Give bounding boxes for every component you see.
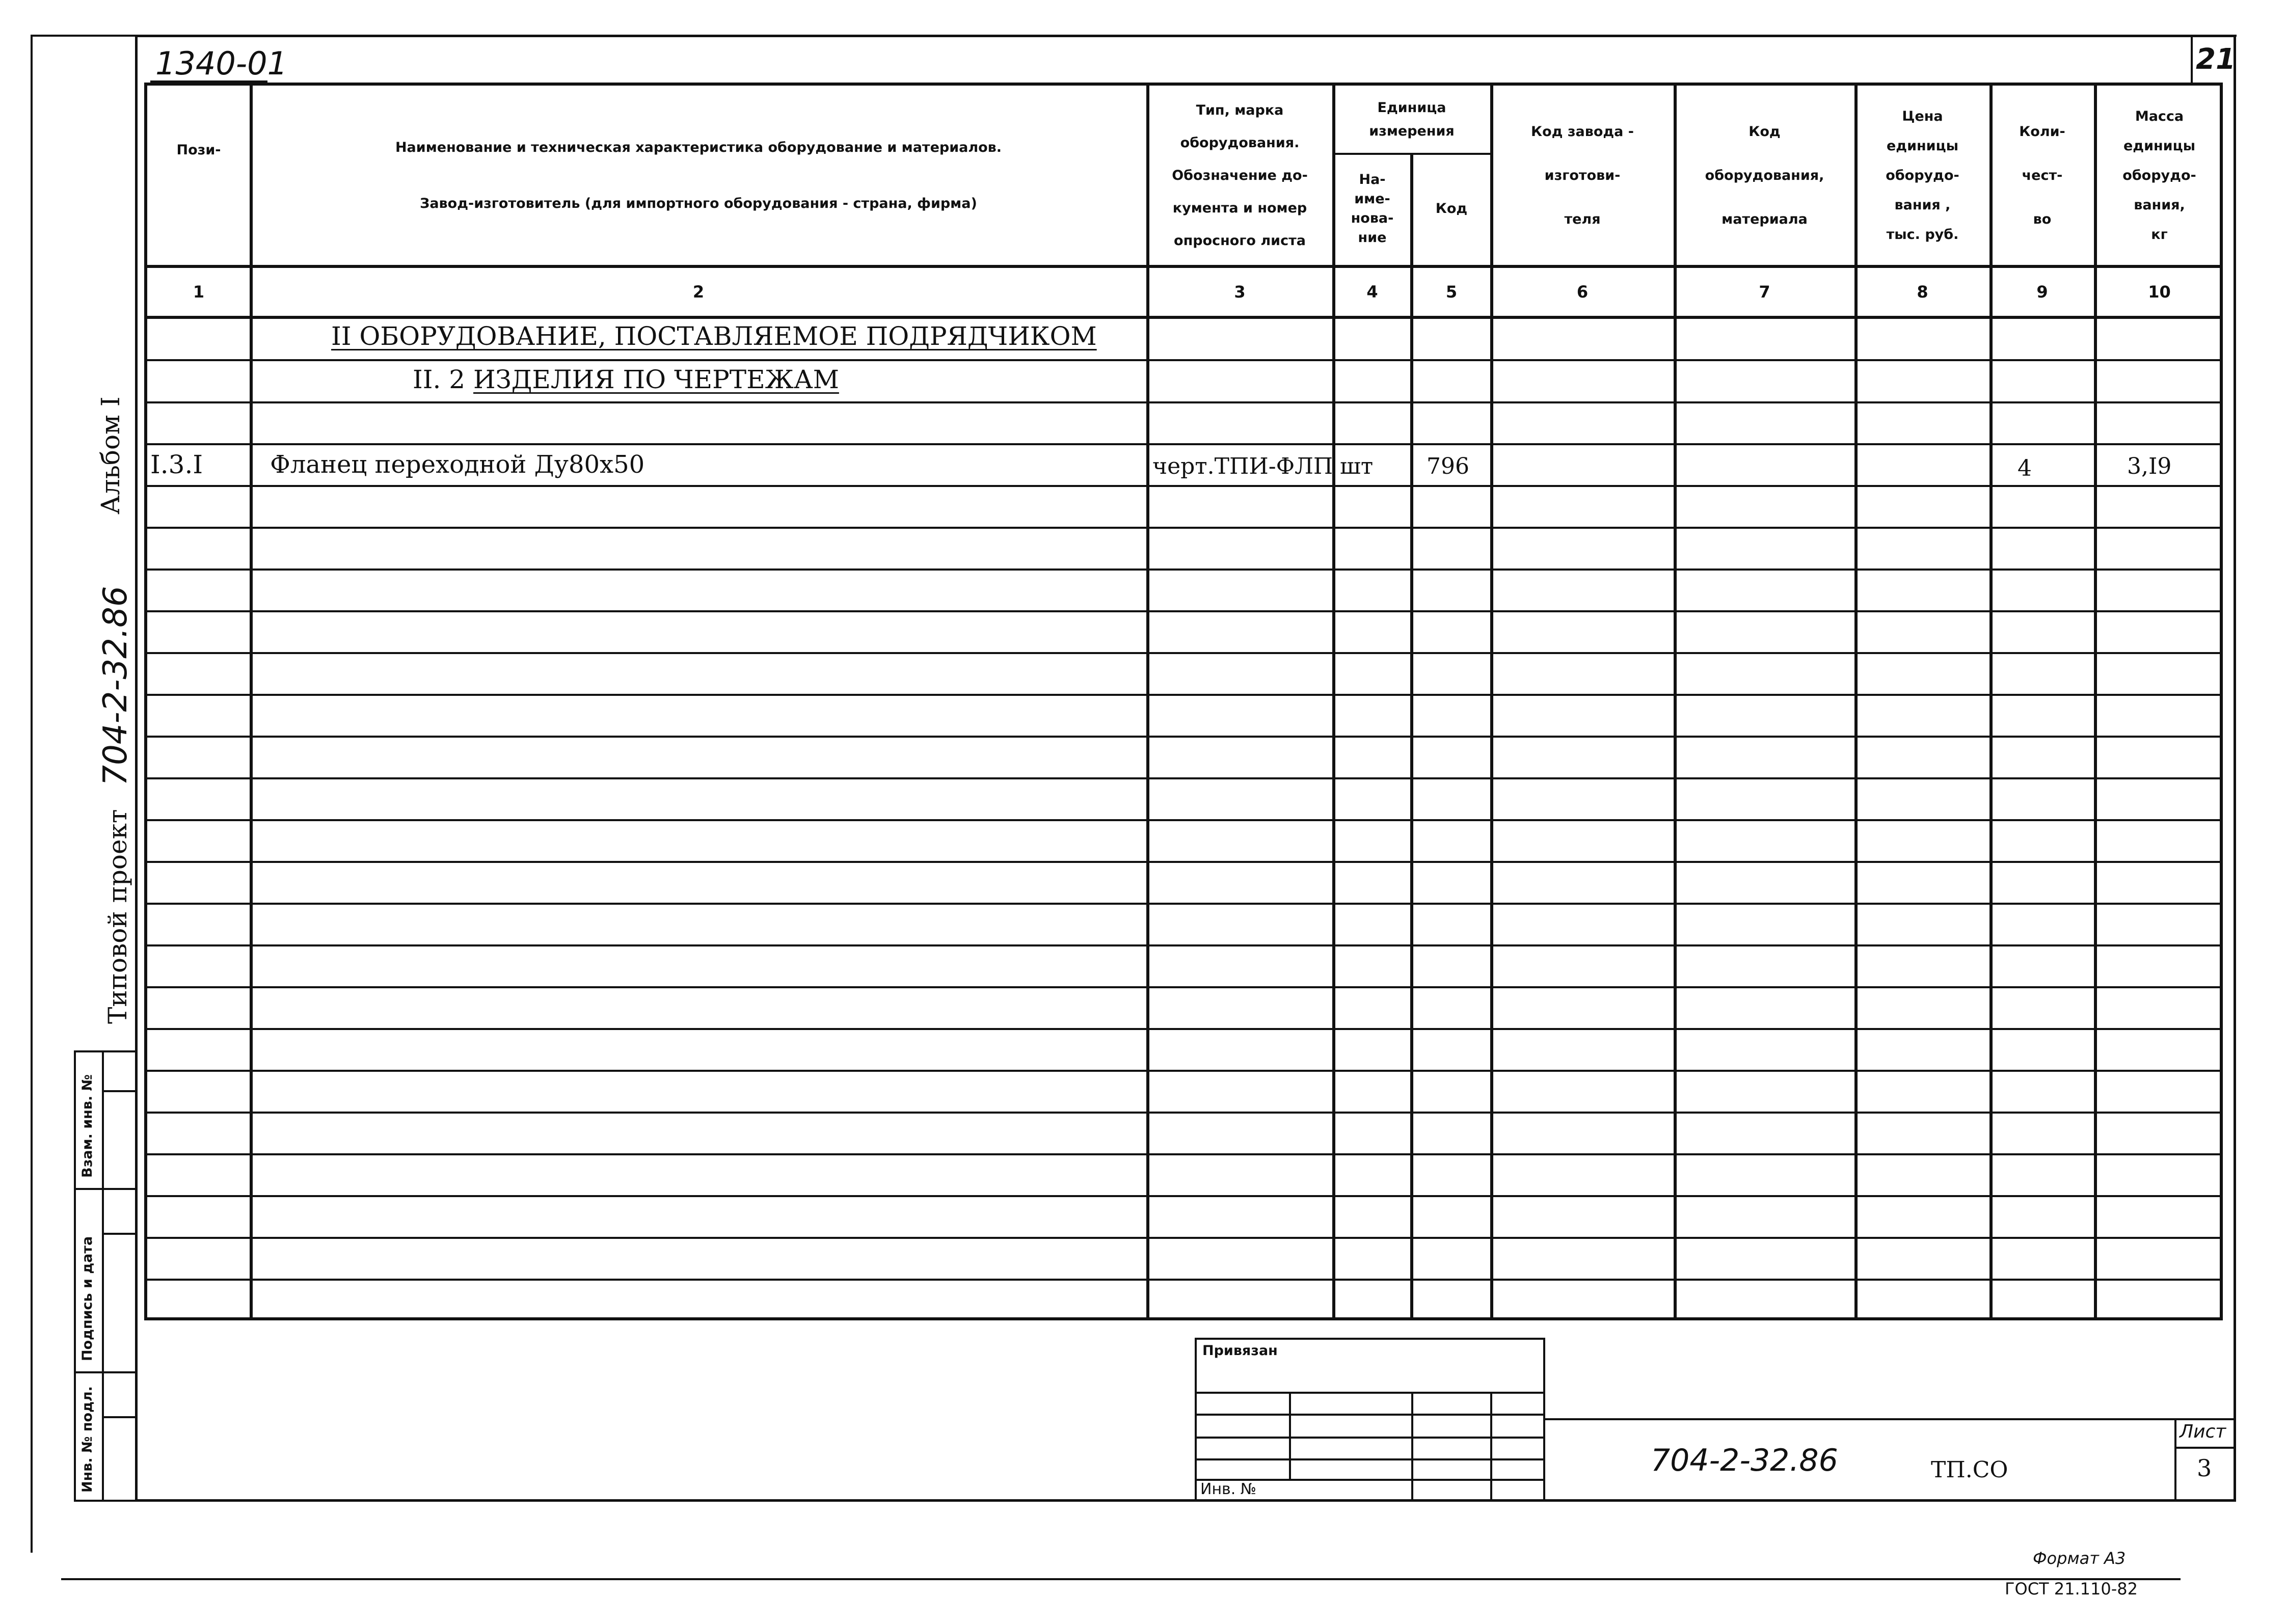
left-stamp-row-lines xyxy=(102,1233,138,1235)
inv-no-label: Инв. № xyxy=(1200,1480,1257,1498)
row-line xyxy=(144,694,2223,696)
row-line xyxy=(144,527,2223,529)
subsection-title-text: ИЗДЕЛИЯ ПО ЧЕРТЕЖАМ xyxy=(473,365,839,394)
row-line xyxy=(144,1237,2223,1239)
col-9-title: Коли- чест- во xyxy=(2019,124,2065,227)
row-line xyxy=(144,1279,2223,1281)
stamp-replace-inv: Взам. инв. № xyxy=(79,1074,95,1178)
colnum-bottom-line xyxy=(144,316,2223,319)
row-code: 796 xyxy=(1427,453,1469,479)
row-name: Фланец переходной Ду80х50 xyxy=(270,450,645,479)
row-line xyxy=(144,401,2223,403)
row-pos: I.3.I xyxy=(150,450,203,479)
col-6-num: 6 xyxy=(1576,282,1589,302)
row-line xyxy=(144,1153,2223,1155)
title-doc-type: ТП.СО xyxy=(1931,1457,2008,1483)
project-code-vertical: 704-2-32.86 xyxy=(97,586,135,786)
footer-line xyxy=(61,1578,2181,1580)
project-label xyxy=(97,586,135,1024)
row-mass: 3,I9 xyxy=(2127,453,2172,479)
privyazan-line-1 xyxy=(1195,1392,1545,1394)
row-line xyxy=(144,443,2223,445)
privyazan-line-4 xyxy=(1195,1458,1545,1460)
col-1-num: 1 xyxy=(193,282,205,302)
row-line xyxy=(144,359,2223,361)
row-line xyxy=(144,1070,2223,1072)
row-line xyxy=(144,569,2223,571)
privyazan-line-2 xyxy=(1195,1414,1545,1416)
row-line xyxy=(144,485,2223,487)
row-line xyxy=(144,903,2223,905)
album-label xyxy=(96,396,125,515)
col-2-num: 2 xyxy=(692,282,705,302)
row-line xyxy=(144,944,2223,946)
row-line xyxy=(144,652,2223,654)
unit-group-title: Единица измерения xyxy=(1369,100,1455,139)
row-line xyxy=(144,777,2223,779)
sheet-label: Лист xyxy=(2180,1421,2226,1442)
stamp-inv-original: Инв. № подл. xyxy=(79,1386,95,1493)
project-label-text: Типовой проект xyxy=(103,809,132,1024)
col-3-title: Тип, марка оборудования. Обозначение до- кумента и номер опросного листа xyxy=(1172,102,1308,249)
row-line xyxy=(144,986,2223,988)
gost-label: ГОСТ 21.110-82 xyxy=(2005,1579,2138,1599)
format-label: Формат А3 xyxy=(2033,1549,2126,1568)
col-4-num: 4 xyxy=(1366,282,1378,302)
subsection-prefix: II. 2 xyxy=(413,365,466,394)
col-3-num: 3 xyxy=(1234,282,1246,302)
col-7-num: 7 xyxy=(1759,282,1770,302)
col-8-title: Цена единицы оборудо- вания , тыс. руб. xyxy=(1886,109,1959,242)
row-line xyxy=(144,610,2223,612)
page-number: 21 xyxy=(2196,43,2236,76)
row-line xyxy=(144,861,2223,863)
col-5-num: 5 xyxy=(1445,282,1458,302)
left-stamp-sep-1 xyxy=(74,1188,138,1190)
row-quantity: 4 xyxy=(2018,455,2032,481)
col-4-title: На- име- нова- ние xyxy=(1351,172,1394,246)
frame-left-line xyxy=(31,35,33,1553)
sheet-number: 3 xyxy=(2197,1454,2212,1482)
sheet-box-left xyxy=(2174,1418,2176,1502)
col-6-title: Код завода - изготови- теля xyxy=(1531,124,1634,227)
privyazan-box xyxy=(1195,1338,1545,1502)
title-project-code: 704-2-32.86 xyxy=(1651,1443,1838,1478)
privyazan-vline-3 xyxy=(1490,1392,1492,1502)
page-number-divider xyxy=(2191,35,2193,86)
privyazan-line-3 xyxy=(1195,1437,1545,1439)
unit-group-divider xyxy=(1332,153,1490,155)
privyazan-label: Привязан xyxy=(1202,1343,1278,1359)
col-5-title: Код xyxy=(1435,201,1468,216)
col-8-num: 8 xyxy=(1917,282,1928,302)
row-line xyxy=(144,1195,2223,1197)
section-title-text: II ОБОРУДОВАНИЕ, ПОСТАВЛЯЕМОЕ ПОДРЯДЧИКОМ xyxy=(331,321,1097,351)
row-line xyxy=(144,736,2223,738)
left-stamp-divider xyxy=(102,1050,104,1502)
col-10-num: 10 xyxy=(2148,282,2171,302)
title-block-top xyxy=(1545,1418,2236,1420)
left-stamp-row-lines xyxy=(102,1416,138,1418)
col-9-num: 9 xyxy=(2036,282,2048,302)
privyazan-vline-2 xyxy=(1411,1392,1413,1502)
stamp-signature-date: Подпись и дата xyxy=(79,1236,95,1361)
subsection-title xyxy=(413,364,839,395)
row-line xyxy=(144,819,2223,821)
album-label-text: Альбом I xyxy=(96,396,125,515)
row-type: черт.ТПИ-ФЛП xyxy=(1152,453,1333,479)
col-2-title: Наименование и техническая характеристика оборудование и материалов. Завод-изготовитель (для импортного оборудования - страна, фирма) xyxy=(395,140,1002,211)
left-stamp-sep-2 xyxy=(74,1371,138,1373)
doc-code: 1340-01 xyxy=(155,45,288,82)
sheet-box-line xyxy=(2174,1447,2236,1449)
section-title xyxy=(331,321,1097,351)
col-10-title: Масса единицы оборудо- вания, кг xyxy=(2122,109,2196,242)
row-line xyxy=(144,1028,2223,1030)
privyazan-vline-1 xyxy=(1289,1392,1291,1479)
col-1-title: Пози- xyxy=(176,142,221,158)
row-unit: шт xyxy=(1340,453,1374,479)
row-line xyxy=(144,1112,2223,1114)
left-stamp-row-lines xyxy=(102,1090,138,1092)
frame-top-line xyxy=(31,35,2237,37)
col-7-title: Код оборудования, материала xyxy=(1705,124,1824,227)
